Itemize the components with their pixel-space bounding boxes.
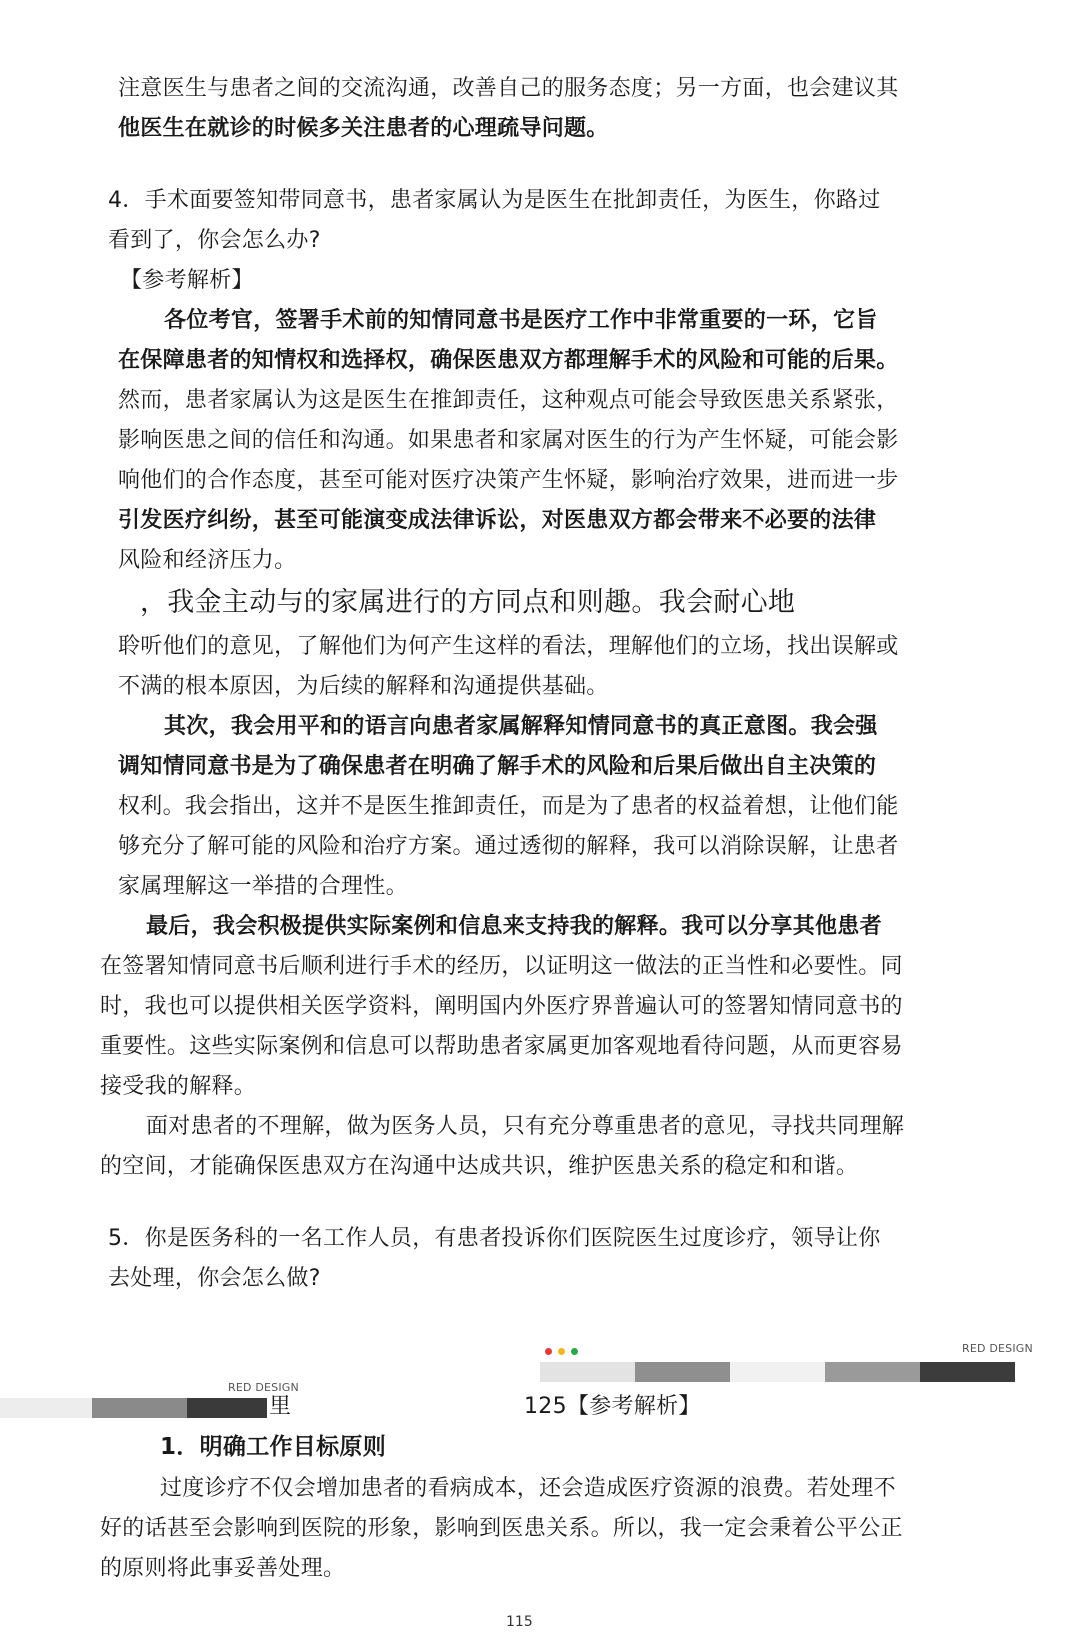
page-number: 115 — [506, 1614, 533, 1630]
paragraph-line: 他医生在就诊的时候多关注患者的心理疏导问题。 — [118, 116, 609, 141]
question-4-line: 看到了，你会怎么办? — [108, 228, 321, 253]
answer-line: 权利。我会指出，这并不是医生推卸责任，而是为了患者的权益着想，让他们能 — [118, 794, 899, 819]
answer-line: 的空间，才能确保医患双方在沟通中达成共识，维护医患关系的稳定和和谐。 — [100, 1154, 859, 1179]
answer-line: 最后，我会积极提供实际案例和信息来支持我的解释。我可以分享其他患者 — [146, 914, 882, 939]
answer-line: 够充分了解可能的风险和治疗方案。通过透彻的解释，我可以消除误解，让患者 — [118, 834, 899, 859]
answer-line: 其次，我会用平和的语言向患者家属解释知情同意书的真正意图。我会强 — [164, 714, 878, 739]
reference-label: 125【参考解析】 — [524, 1394, 701, 1419]
brand-label: RED DESIGN — [962, 1342, 1033, 1355]
answer-line: 聆听他们的意见，了解他们为何产生这样的看法，理解他们的立场，找出误解或 — [118, 634, 899, 659]
stray-character: 里 — [269, 1394, 292, 1419]
answer-line: 接受我的解释。 — [100, 1074, 257, 1099]
question-5-line: 去处理，你会怎么做? — [108, 1266, 321, 1291]
yellow-dot-icon — [558, 1348, 565, 1355]
answer-line: 在签署知情同意书后顺利进行手术的经历，以证明这一做法的正当性和必要性。同 — [100, 954, 903, 979]
answer-line: 引发医疗纠纷，甚至可能演变成法律诉讼，对医患双方都会带来不必要的法律 — [118, 508, 877, 533]
answer-line: 过度诊疗不仅会增加患者的看病成本，还会造成医疗资源的浪费。若处理不 — [160, 1476, 896, 1501]
answer-line: 的原则将此事妥善处理。 — [100, 1556, 346, 1581]
answer-line: 不满的根本原因，为后续的解释和沟通提供基础。 — [118, 674, 609, 699]
paragraph-line: 注意医生与患者之间的交流沟通，改善自己的服务态度；另一方面，也会建议其 — [118, 76, 899, 101]
answer-line: 风险和经济压力。 — [118, 548, 297, 573]
answer-line: 家属理解这一举措的合理性。 — [118, 874, 408, 899]
answer-line: 影响医患之间的信任和沟通。如果患者和家属对医生的行为产生怀疑，可能会影 — [118, 428, 899, 453]
answer-line: 调知情同意书是为了确保患者在明确了解手术的风险和后果后做出自主决策的 — [118, 754, 877, 779]
question-4-line: 4．手术面要签知带同意书，患者家属认为是医生在批卸责任，为医生，你路过 — [108, 188, 881, 213]
answer-line: 时，我也可以提供相关医学资料，阐明国内外医疗界普遍认可的签署知情同意书的 — [100, 994, 903, 1019]
answer-line: 重要性。这些实际案例和信息可以帮助患者家属更加客观地看待问题，从而更容易 — [100, 1034, 903, 1059]
answer-line: 响他们的合作态度，甚至可能对医疗决策产生怀疑，影响治疗效果，进而进一步 — [118, 468, 899, 493]
answer-line: 在保障患者的知情权和选择权，确保医患双方都理解手术的风险和可能的后果。 — [118, 348, 899, 373]
answer-line: 各位考官，签署手术前的知情同意书是医疗工作中非常重要的一环，它旨 — [164, 308, 878, 333]
answer-line: 面对患者的不理解，做为医务人员，只有充分尊重患者的意见，寻找共同理解 — [146, 1114, 905, 1139]
red-dot-icon — [545, 1348, 552, 1355]
brand-label: RED DESIGN — [228, 1381, 299, 1394]
answer-line: 好的话甚至会影响到医院的形象，影响到医患关系。所以，我一定会秉着公平公正 — [100, 1516, 903, 1541]
answer-line: 然而，患者家属认为这是医生在推卸责任，这种观点可能会导致医患关系紧张， — [118, 388, 899, 413]
section-heading: 1．明确工作目标原则 — [160, 1434, 387, 1460]
green-dot-icon — [571, 1348, 578, 1355]
reference-label: 【参考解析】 — [120, 268, 254, 293]
question-5-line: 5．你是医务科的一名工作人员，有患者投诉你们医院医生过度诊疗，领导让你 — [108, 1226, 881, 1251]
answer-line-large: ，我金主动与的家属进行的方同点和则趣。我会耐心地 — [140, 587, 796, 618]
